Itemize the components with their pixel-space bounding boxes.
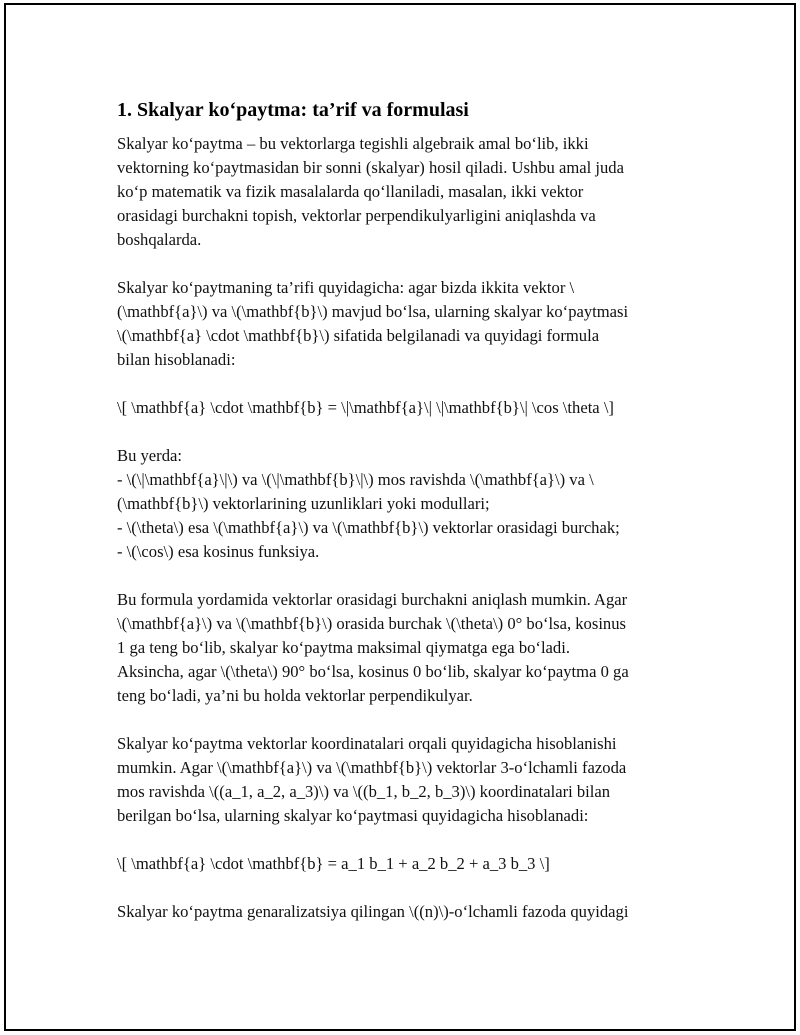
text-line: \(\mathbf{a} \cdot \mathbf{b}\) sifatida belgilanadi va quyidagi formula <box>117 326 600 345</box>
paragraph-spacer <box>117 372 697 396</box>
paragraph-spacer <box>117 708 697 732</box>
list-item: - \(\theta\) esa \(\mathbf{a}\) va \(\mathbf{b}\) vektorlar orasidagi burchak; <box>117 518 620 537</box>
text-line: mos ravishda \((a_1, a_2, a_3)\) va \((b_1, b_2, b_3)\) koordinatalari bilan <box>117 782 611 801</box>
document-body <box>117 97 697 924</box>
paragraph-definition <box>117 276 697 372</box>
text-line: Bu yerda: <box>117 446 182 465</box>
text-line: Skalyar ko‘paytma – bu vektorlarga tegishli algebraik amal bo‘lib, ikki <box>117 134 589 153</box>
text-line: (\mathbf{b}\) vektorlarining uzunliklari yoki modullari; <box>117 494 490 513</box>
document-page <box>4 3 796 1031</box>
formula-line: \[ \mathbf{a} \cdot \mathbf{b} = \|\mathbf{a}\| \|\mathbf{b}\| \cos \theta \] <box>117 398 614 417</box>
paragraph-coordinates <box>117 732 697 828</box>
formula-dot-product-coordinates <box>117 852 697 876</box>
text-line: orasidagi burchakni topish, vektorlar perpendikulyarligini aniqlashda va <box>117 206 596 225</box>
text-line: Aksincha, agar \(\theta\) 90° bo‘lsa, kosinus 0 bo‘lib, skalyar ko‘paytma 0 ga <box>117 662 629 681</box>
paragraph-spacer <box>117 828 697 852</box>
list-item: - \(\cos\) esa kosinus funksiya. <box>117 542 320 561</box>
text-line: mumkin. Agar \(\mathbf{a}\) va \(\mathbf{b}\) vektorlar 3-o‘lchamli fazoda <box>117 758 627 777</box>
text-line: vektorning ko‘paytmasidan bir sonni (skalyar) hosil qiladi. Ushbu amal juda <box>117 158 624 177</box>
paragraph-spacer <box>117 252 697 276</box>
text-line: (\mathbf{a}\) va \(\mathbf{b}\) mavjud bo‘lsa, ularning skalyar ko‘paytmasi <box>117 302 629 321</box>
paragraph-angle <box>117 588 697 708</box>
paragraph-spacer <box>117 876 697 900</box>
text-line: \(\mathbf{a}\) va \(\mathbf{b}\) orasida burchak \(\theta\) 0° bo‘lsa, kosinus <box>117 614 626 633</box>
formula-dot-product-cosine <box>117 396 697 420</box>
paragraph-spacer <box>117 564 697 588</box>
text-line: Skalyar ko‘paytma genaralizatsiya qilingan \((n)\)-o‘lchamli fazoda quyidagi <box>117 902 629 921</box>
text-line: ko‘p matematik va fizik masalalarda qo‘llaniladi, masalan, ikki vektor <box>117 182 584 201</box>
text-line: Skalyar ko‘paytma vektorlar koordinatalari orqali quyidagicha hisoblanishi <box>117 734 617 753</box>
paragraph-spacer <box>117 420 697 444</box>
paragraph-generalization <box>117 900 697 924</box>
text-line: boshqalarda. <box>117 230 202 249</box>
text-line: 1 ga teng bo‘lib, skalyar ko‘paytma maksimal qiymatga ega bo‘ladi. <box>117 638 570 657</box>
paragraph-explanation <box>117 444 697 564</box>
text-line: Bu formula yordamida vektorlar orasidagi burchakni aniqlash mumkin. Agar <box>117 590 628 609</box>
list-item: - \(\|\mathbf{a}\|\) va \(\|\mathbf{b}\|\) mos ravishda \(\mathbf{a}\) va \ <box>117 470 594 489</box>
text-line: berilgan bo‘lsa, ularning skalyar ko‘paytmasi quyidagicha hisoblanadi: <box>117 806 589 825</box>
section-heading: 1. Skalyar ko‘paytma: ta’rif va formulasi <box>117 99 469 121</box>
text-line: teng bo‘ladi, ya’ni bu holda vektorlar perpendikulyar. <box>117 686 473 705</box>
text-line: bilan hisoblanadi: <box>117 350 236 369</box>
text-line: Skalyar ko‘paytmaning ta’rifi quyidagicha: agar bizda ikkita vektor \ <box>117 278 575 297</box>
paragraph-definition-intro <box>117 132 697 252</box>
formula-line: \[ \mathbf{a} \cdot \mathbf{b} = a_1 b_1 + a_2 b_2 + a_3 b_3 \] <box>117 854 550 873</box>
